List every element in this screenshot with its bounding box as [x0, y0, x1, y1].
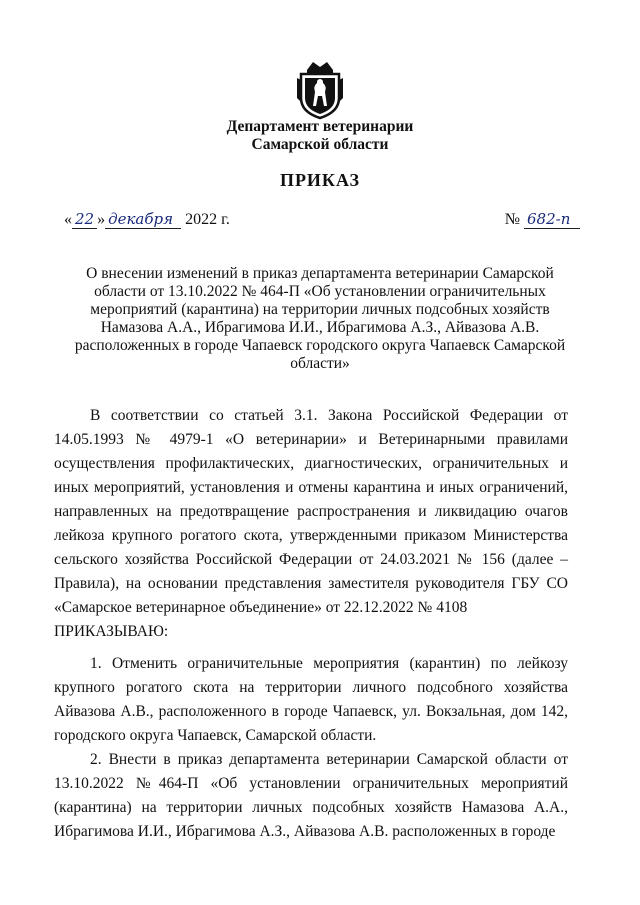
- department-name-line2: Самарской области: [251, 136, 389, 153]
- order-subject: О внесении изменений в приказ департамента ветеринарии Самарской области от 13.10.2022 № 464-П «Об установлении ограничительных мероприятий (карантина) на территории личных подсобных хозяйств Намазова А.А., Ибрагимова И.И., Ибрагимова А.З., Айвазова А.В. расположенных в городе Чапаевск городского округа Чапаевск Самарской области»: [74, 265, 566, 372]
- item-2-paragraph: 2. Внести в приказ департамента ветеринарии Самарской области от 13.10.2022 №464-П «Об установлении ограничительных мероприятий (карантина) на территории личных подсобных хозяйств Намазова А.А., Ибрагимова И.И., Ибрагимова А.З., Айвазова А.В. расположенных в городе: [54, 751, 568, 840]
- item-1-paragraph: 1. Отменить ограничительные мероприятия (карантин) по лейкозу крупного рогатого скота на территории личного подсобного хозяйства Айвазова А.В., расположенного в городе Чапаевск, ул. Вокзальная, дом 142, городского округа Чапаевск, Самарской области.: [54, 655, 568, 744]
- order-word: ПРИКАЗЫВАЮ:: [54, 623, 169, 640]
- order-number: [505, 210, 580, 229]
- preamble-text: В соответствии со статьей 3.1. Закона Российской Федерации от 14.05.1993 № 4979-1 «О ветеринарии» и Ветеринарными правилами осуществления профилактических, диагностических, ограничительных и иных мероприятий, установления и отмены карантина и иных ограничений, направленных на предотвращение распространения и ликвидацию очагов лейкоза крупного рогатого скота, утвержденными приказом Министерства сельского хозяйства Российской Федерации от 24.03.2021 № 156 (далее – Правила), на основании представления заместителя руководителя ГБУ СО «Самарское ветеринарное объединение» от 22.12.2022 № 4108: [54, 407, 568, 616]
- document-title: ПРИКАЗ: [279, 170, 361, 190]
- order-date: [64, 210, 230, 229]
- date-open-quote: «: [64, 211, 72, 228]
- department-name-line1: Департамент ветеринарии: [226, 118, 414, 135]
- preamble-paragraph: [54, 404, 568, 644]
- date-day: 22: [72, 210, 97, 229]
- number-value: 682-п: [524, 210, 580, 229]
- date-month: декабря: [105, 210, 181, 229]
- number-prefix: №: [504, 211, 520, 228]
- coat-of-arms-icon: [293, 58, 347, 120]
- date-year: 2022 г.: [185, 211, 230, 228]
- date-close-quote: »: [97, 211, 106, 228]
